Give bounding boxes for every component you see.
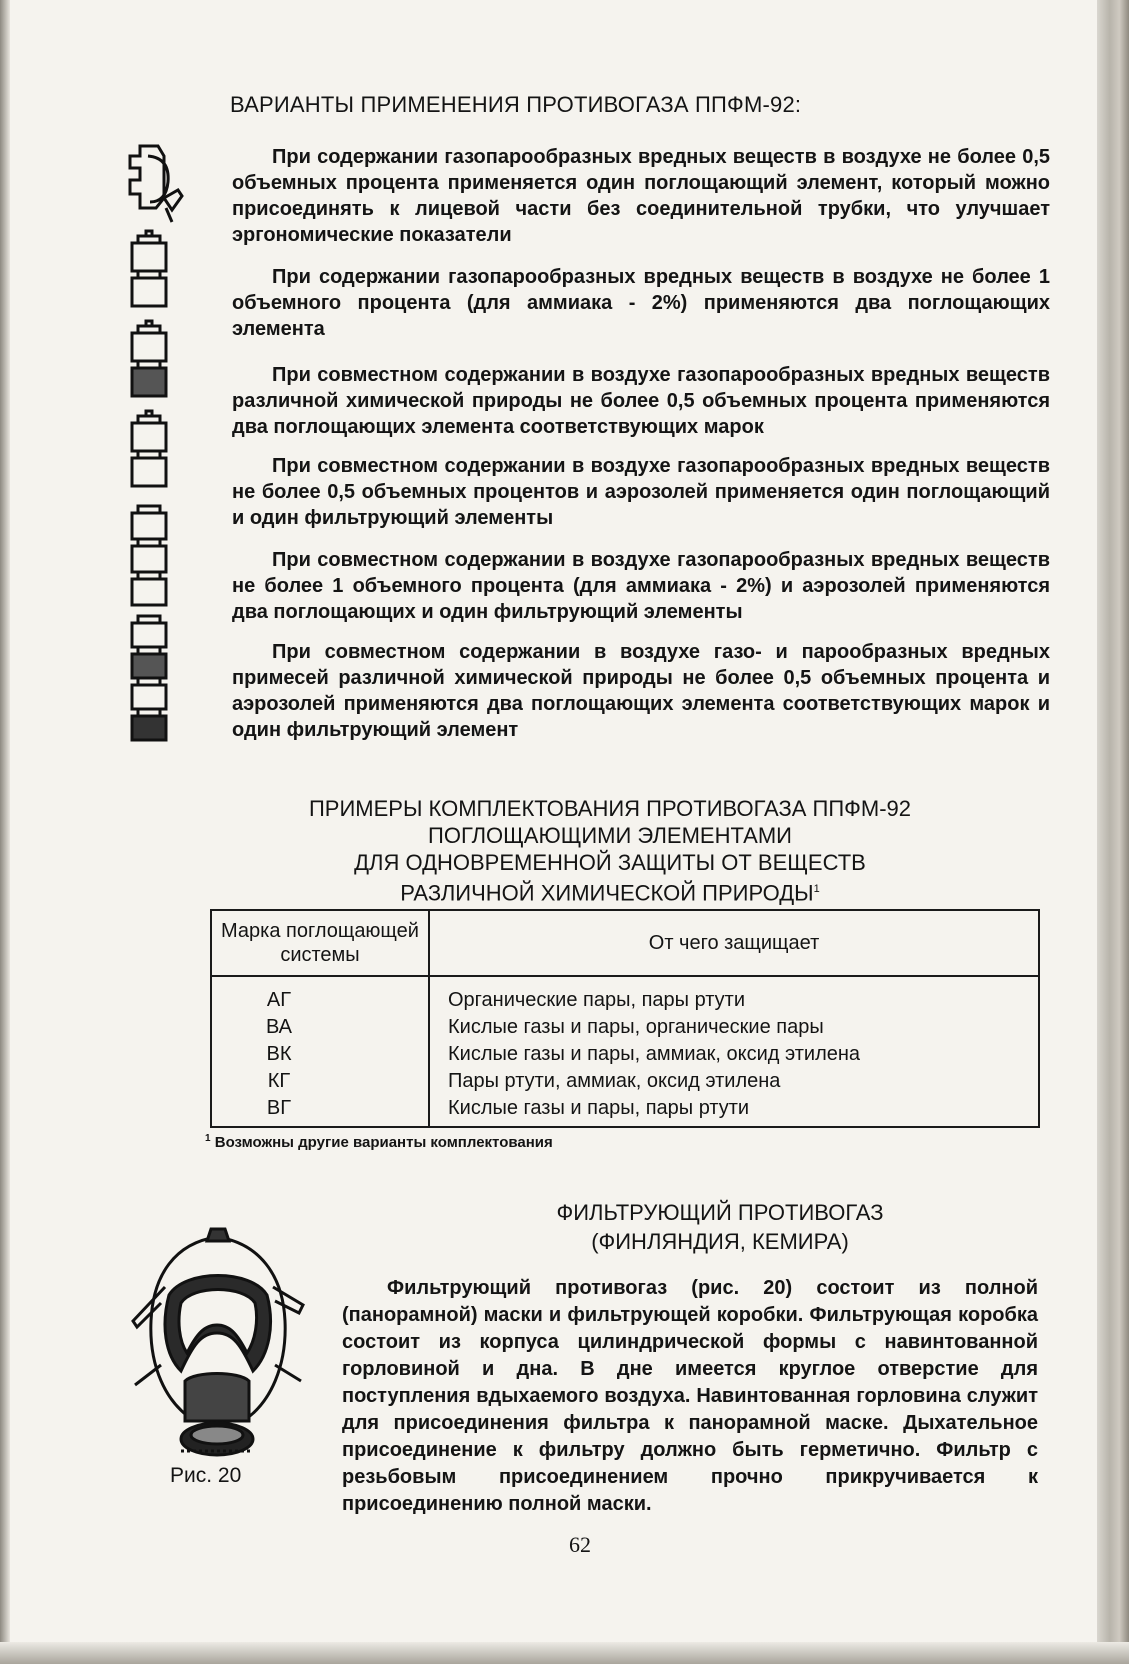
paragraph-5: При совместном содержании в воздухе газопарообразных вредных веществ не более 1 объемного процента (для аммиака - 2%) и аэрозолей применяются два поглощающих и один фильтрующий элементы	[232, 549, 1050, 623]
paragraph-1: При содержании газопарообразных вредных веществ в воздухе не более 0,5 объемных процента применяется один поглощающий элемент, который можно присоединять к лицевой части без соединительной трубки, что улучшает эргономические показатели	[232, 146, 1050, 246]
table-header-row	[211, 910, 1039, 976]
quad-element-icon	[132, 616, 166, 740]
footnote-text: Возможны другие варианты комплектования	[214, 1134, 553, 1151]
table-title-line-2: ПОГЛОЩАЮЩИМИ ЭЛЕМЕНТАМИ	[428, 823, 792, 848]
page-left-edge	[0, 0, 10, 1664]
double-element-icon-2	[132, 321, 166, 396]
gas-mask-illustration	[125, 1225, 310, 1470]
mask-with-filter-icon	[130, 146, 182, 222]
table-title-line-3: ДЛЯ ОДНОВРЕМЕННОЙ ЗАЩИТЫ ОТ ВЕЩЕСТВ	[354, 850, 866, 875]
paragraph-6: При совместном содержании в воздухе газо- и парообразных вредных примесей различной химической природы не более 0,5 объемных процента и аэрозолей применяются два поглощающих элемента соответствующих марок и один фильтрующий элемент	[232, 641, 1050, 741]
table-title-line-4	[230, 876, 990, 906]
header-brand: Марка поглощающей системы	[211, 910, 429, 976]
triple-element-icon	[132, 506, 166, 605]
cell-desc: Пары ртути, аммиак, оксид этилена	[429, 1068, 1039, 1095]
section-paragraph: Фильтрующий противогаз (рис. 20) состоит из полной (панорамной) маски и фильтрующей коробки. Фильтрующая коробка состоит из корпуса цилиндрической формы с навинтованной горловиной и дна. В дне имеется круглое отверстие для поступления вдыхаемого воздуха. Навинтованная горловина служит для присоединения фильтра к панорамной маске. Дыхательное присоединение к фильтру должно быть герметично. Фильтр с резьбовым присоединением прочно прикручивается к присоединению полной маски.	[342, 1277, 1038, 1515]
figure-caption: Рис. 20	[170, 1464, 242, 1487]
table-row	[211, 1068, 1039, 1095]
page-heading: ВАРИАНТЫ ПРИМЕНЕНИЯ ПРОТИВОГАЗА ППФМ-92:	[230, 92, 802, 117]
footnote-number: 1	[205, 1133, 211, 1144]
cell-desc: Органические пары, пары ртути	[429, 976, 1039, 1014]
page-bottom-edge	[0, 1642, 1129, 1664]
cell-desc: Кислые газы и пары, органические пары	[429, 1014, 1039, 1041]
paragraph-2: При содержании газопарообразных вредных веществ в воздухе не более 1 объемного процента (для аммиака - 2%) применяются два поглощающих элемента	[232, 266, 1050, 340]
paragraph-3: При совместном содержании в воздухе газопарообразных вредных веществ различной химической природы не более 0,5 объемных процента применяются два поглощающих элемента соответствующих марок	[232, 364, 1050, 438]
footnote	[205, 1133, 553, 1151]
table-row	[211, 1014, 1039, 1041]
table-title-line-4-text: РАЗЛИЧНОЙ ХИМИЧЕСКОЙ ПРИРОДЫ	[400, 880, 814, 906]
header-protects-from: От чего защищает	[429, 910, 1039, 976]
page-right-edge	[1097, 0, 1129, 1664]
cell-code: ВГ	[211, 1095, 429, 1127]
brands-table	[210, 909, 1040, 1128]
table-title	[230, 795, 990, 906]
paragraph-4: При совместном содержании в воздухе газопарообразных вредных веществ не более 0,5 объемных процентов и аэрозолей применяется один поглощающий и один фильтрующий элементы	[232, 455, 1050, 529]
double-element-icon	[132, 231, 166, 306]
cell-desc: Кислые газы и пары, аммиак, оксид этилена	[429, 1041, 1039, 1068]
cell-code: АГ	[211, 976, 429, 1014]
table-row	[211, 1041, 1039, 1068]
filter-elements-diagram	[120, 138, 200, 748]
footnote-marker: 1	[813, 883, 820, 895]
table-row	[211, 1095, 1039, 1127]
cell-code: ВА	[211, 1014, 429, 1041]
cell-code: КГ	[211, 1068, 429, 1095]
page-number: 62	[569, 1532, 591, 1557]
double-element-icon-3	[132, 411, 166, 486]
table-row	[211, 976, 1039, 1014]
section-title	[500, 1198, 940, 1256]
table-title-line-1: ПРИМЕРЫ КОМПЛЕКТОВАНИЯ ПРОТИВОГАЗА ППФМ-92	[308, 796, 912, 821]
cell-code: ВК	[211, 1041, 429, 1068]
section-title-line-1: ФИЛЬТРУЮЩИЙ ПРОТИВОГАЗ	[556, 1200, 884, 1225]
cell-desc: Кислые газы и пары, пары ртути	[429, 1095, 1039, 1127]
section-title-line-2: (ФИНЛЯНДИЯ, КЕМИРА)	[591, 1229, 849, 1254]
